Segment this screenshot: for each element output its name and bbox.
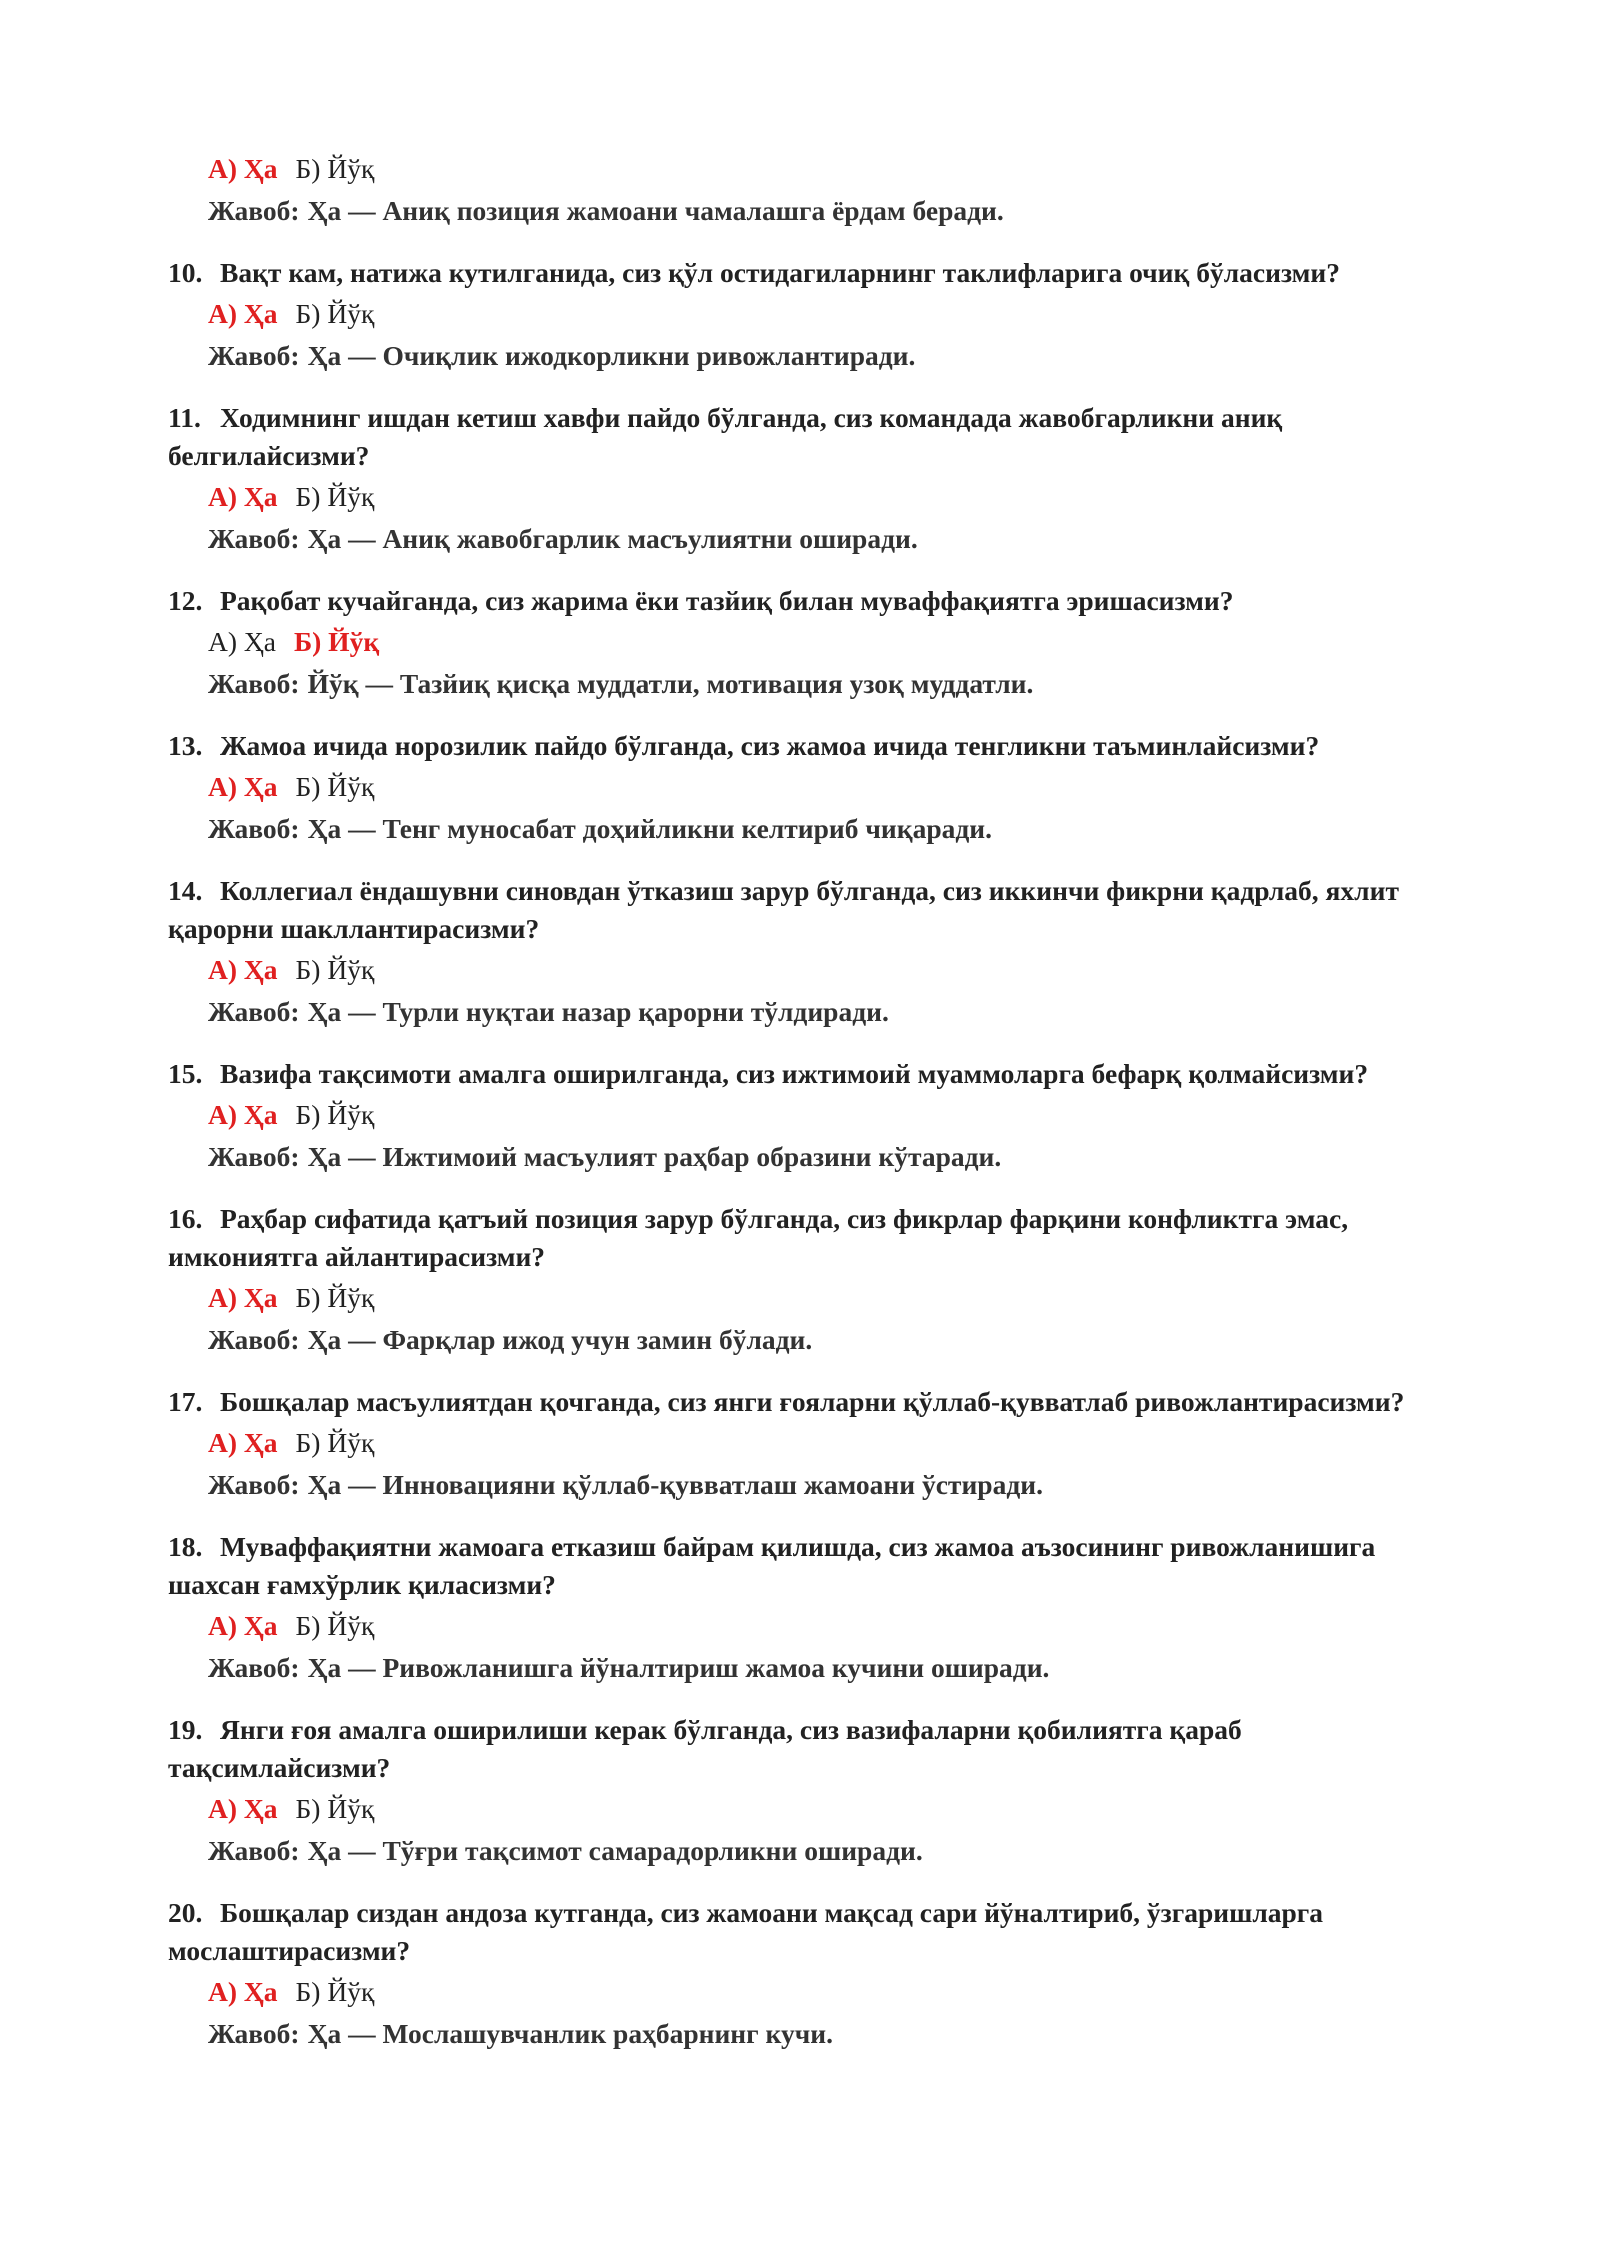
answer-line <box>208 2015 1440 2053</box>
question-body: Бошқалар сиздан андоза кутганда, сиз жамоани мақсад сари йўналтириб, ўзгаришларга мослаштирасизми? <box>168 1897 1324 1966</box>
answer-label: Жавоб: <box>208 668 300 699</box>
answer-options <box>208 478 1440 516</box>
option-correct: А) Ҳа <box>208 1976 278 2007</box>
option: Б) Йўқ <box>295 1793 375 1824</box>
answer-line <box>208 520 1440 558</box>
question-number: 20. <box>168 1897 203 1928</box>
option: Б) Йўқ <box>295 1099 375 1130</box>
answer-options <box>208 623 1440 661</box>
answer-line <box>208 993 1440 1031</box>
question-number: 10. <box>168 257 203 288</box>
answer-options <box>208 1973 1440 2011</box>
question-number: 16. <box>168 1203 203 1234</box>
question-block <box>168 150 1440 230</box>
question-body: Рақобат кучайганда, сиз жарима ёки тазйиқ билан муваффақиятга эришасизми? <box>220 585 1234 616</box>
question-text <box>168 1528 1440 1604</box>
question-number: 18. <box>168 1531 203 1562</box>
option-correct: А) Ҳа <box>208 771 278 802</box>
question-number: 11. <box>168 402 201 433</box>
answer-label: Жавоб: <box>208 1141 300 1172</box>
answer-explanation: Ҳа — Турли нуқтаи назар қарорни тўлдиради. <box>307 996 889 1027</box>
question-block <box>168 1383 1440 1504</box>
answer-options <box>208 1279 1440 1317</box>
question-block <box>168 1055 1440 1176</box>
option-correct: А) Ҳа <box>208 481 278 512</box>
answer-line <box>208 192 1440 230</box>
option: Б) Йўқ <box>295 1610 375 1641</box>
option-correct: А) Ҳа <box>208 1282 278 1313</box>
answer-options <box>208 1607 1440 1645</box>
question-body: Раҳбар сифатида қатъий позиция зарур бўлганда, сиз фикрлар фарқини конфликтга эмас, имкониятга айлантирасизми? <box>168 1203 1349 1272</box>
question-body: Вақт кам, натижа кутилганида, сиз қўл остидагиларнинг таклифларига очиқ бўласизми? <box>220 257 1340 288</box>
answer-options <box>208 951 1440 989</box>
question-block <box>168 582 1440 703</box>
answer-line <box>208 665 1440 703</box>
answer-line <box>208 1321 1440 1359</box>
answer-line <box>208 1466 1440 1504</box>
answer-options <box>208 1424 1440 1462</box>
option-correct: А) Ҳа <box>208 298 278 329</box>
answer-explanation: Ҳа — Фарқлар ижод учун замин бўлади. <box>307 1324 813 1355</box>
answer-explanation: Йўқ — Тазйиқ қисқа муддатли, мотивация узоқ муддатли. <box>307 668 1034 699</box>
answer-line <box>208 810 1440 848</box>
answer-label: Жавоб: <box>208 996 300 1027</box>
question-body: Бошқалар масъулиятдан қочганда, сиз янги ғояларни қўллаб-қувватлаб ривожлантирасизми? <box>220 1386 1405 1417</box>
question-text <box>168 582 1440 620</box>
question-number: 13. <box>168 730 203 761</box>
option: Б) Йўқ <box>295 771 375 802</box>
answer-line <box>208 1138 1440 1176</box>
question-list <box>168 150 1440 2053</box>
answer-label: Жавоб: <box>208 340 300 371</box>
option-correct: А) Ҳа <box>208 1610 278 1641</box>
question-body: Вазифа тақсимоти амалга оширилганда, сиз ижтимоий муаммоларга бефарқ қолмайсизми? <box>220 1058 1369 1089</box>
question-text <box>168 1200 1440 1276</box>
answer-explanation: Ҳа — Ижтимоий масъулият раҳбар образини кўтаради. <box>307 1141 1002 1172</box>
question-text <box>168 1055 1440 1093</box>
answer-explanation: Ҳа — Мослашувчанлик раҳбарнинг кучи. <box>307 2018 833 2049</box>
option: Б) Йўқ <box>295 1282 375 1313</box>
option: Б) Йўқ <box>295 298 375 329</box>
question-body: Ходимнинг ишдан кетиш хавфи пайдо бўлганда, сиз командада жавобгарликни аниқ белгилайсизми? <box>168 402 1283 471</box>
question-text <box>168 1711 1440 1787</box>
answer-label: Жавоб: <box>208 1652 300 1683</box>
question-number: 15. <box>168 1058 203 1089</box>
answer-line <box>208 1649 1440 1687</box>
answer-explanation: Ҳа — Аниқ жавобгарлик масъулиятни оширади. <box>307 523 918 554</box>
question-block <box>168 1711 1440 1870</box>
option-correct: Б) Йўқ <box>293 626 380 657</box>
question-text <box>168 727 1440 765</box>
question-number: 19. <box>168 1714 203 1745</box>
option: Б) Йўқ <box>295 153 375 184</box>
question-block <box>168 1200 1440 1359</box>
question-block <box>168 727 1440 848</box>
answer-label: Жавоб: <box>208 1324 300 1355</box>
question-text <box>168 254 1440 292</box>
answer-explanation: Ҳа — Аниқ позиция жамоани чамалашга ёрдам беради. <box>307 195 1004 226</box>
question-body: Янги ғоя амалга оширилиши керак бўлганда, сиз вазифаларни қобилиятга қараб тақсимлайсизми? <box>168 1714 1242 1783</box>
question-body: Муваффақиятни жамоага етказиш байрам қилишда, сиз жамоа аъзосининг ривожланишига шахсан ғамхўрлик қиласизми? <box>168 1531 1376 1600</box>
question-body: Жамоа ичида норозилик пайдо бўлганда, сиз жамоа ичида тенгликни таъминлайсизми? <box>220 730 1320 761</box>
answer-explanation: Ҳа — Ривожланишга йўналтириш жамоа кучини оширади. <box>307 1652 1050 1683</box>
answer-line <box>208 337 1440 375</box>
answer-explanation: Ҳа — Очиқлик ижодкорликни ривожлантиради. <box>307 340 916 371</box>
question-block <box>168 1894 1440 2053</box>
option: Б) Йўқ <box>295 954 375 985</box>
question-text <box>168 1894 1440 1970</box>
answer-options <box>208 768 1440 806</box>
answer-line <box>208 1832 1440 1870</box>
answer-label: Жавоб: <box>208 813 300 844</box>
question-number: 17. <box>168 1386 203 1417</box>
question-block <box>168 254 1440 375</box>
question-text <box>168 1383 1440 1421</box>
question-number: 12. <box>168 585 203 616</box>
question-number: 14. <box>168 875 203 906</box>
option: Б) Йўқ <box>295 1427 375 1458</box>
answer-label: Жавоб: <box>208 2018 300 2049</box>
question-block <box>168 399 1440 558</box>
answer-label: Жавоб: <box>208 523 300 554</box>
option-correct: А) Ҳа <box>208 153 278 184</box>
option-correct: А) Ҳа <box>208 1793 278 1824</box>
option-correct: А) Ҳа <box>208 954 278 985</box>
answer-explanation: Ҳа — Тенг муносабат доҳийликни келтириб чиқаради. <box>307 813 993 844</box>
option: Б) Йўқ <box>295 1976 375 2007</box>
answer-options <box>208 1790 1440 1828</box>
option-correct: А) Ҳа <box>208 1427 278 1458</box>
option: А) Ҳа <box>208 626 276 657</box>
answer-explanation: Ҳа — Инновацияни қўллаб-қувватлаш жамоани ўстиради. <box>307 1469 1043 1500</box>
question-text <box>168 872 1440 948</box>
answer-label: Жавоб: <box>208 1469 300 1500</box>
question-block <box>168 1528 1440 1687</box>
answer-label: Жавоб: <box>208 1835 300 1866</box>
question-body: Коллегиал ёндашувни синовдан ўтказиш зарур бўлганда, сиз иккинчи фикрни қадрлаб, яхлит қарорни шакллантирасизми? <box>168 875 1399 944</box>
answer-label: Жавоб: <box>208 195 300 226</box>
option: Б) Йўқ <box>295 481 375 512</box>
answer-options <box>208 295 1440 333</box>
answer-explanation: Ҳа — Тўғри тақсимот самарадорликни оширади. <box>307 1835 923 1866</box>
question-text <box>168 399 1440 475</box>
answer-options <box>208 150 1440 188</box>
option-correct: А) Ҳа <box>208 1099 278 1130</box>
question-block <box>168 872 1440 1031</box>
answer-options <box>208 1096 1440 1134</box>
